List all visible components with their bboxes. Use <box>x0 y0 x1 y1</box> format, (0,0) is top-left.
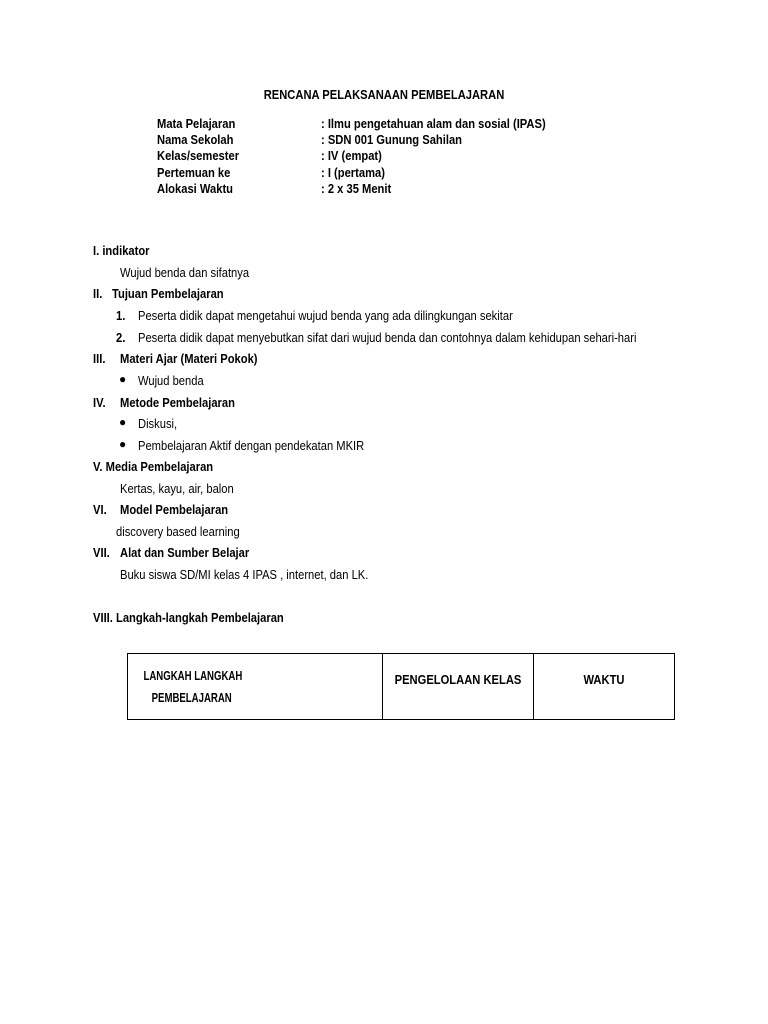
section-indikator-heading: I. indikator <box>93 243 150 258</box>
metode-item-2: Pembelajaran Aktif dengan pendekatan MKIR <box>138 438 365 453</box>
label-pertemuan: Pertemuan ke <box>157 165 231 180</box>
tujuan-item-2-number: 2. <box>116 330 126 345</box>
header-waktu <box>534 654 675 720</box>
value-mata-pelajaran: : Ilmu pengetahuan alam dan sosial (IPAS) <box>321 116 546 131</box>
label-mata-pelajaran: Mata Pelajaran <box>157 116 236 131</box>
bullet-icon: ● <box>119 415 127 429</box>
header-langkah-line1: LANGKAH LANGKAH <box>143 667 243 683</box>
section-tujuan-heading: Tujuan Pembelajaran <box>112 286 224 301</box>
bullet-icon: ● <box>119 372 127 386</box>
section-metode-number: IV. <box>93 395 106 410</box>
header-pengelolaan-kelas <box>383 654 534 720</box>
label-kelas-semester: Kelas/semester <box>157 148 240 163</box>
section-materi-number: III. <box>93 351 106 366</box>
section-model-text: discovery based learning <box>116 524 240 539</box>
section-model-heading: Model Pembelajaran <box>120 502 229 517</box>
section-tujuan-number: II. <box>93 286 103 301</box>
metode-item-1: Diskusi, <box>138 416 178 431</box>
tujuan-item-1-text: Peserta didik dapat mengetahui wujud benda yang ada dilingkungan sekitar <box>138 308 513 323</box>
label-alokasi-waktu: Alokasi Waktu <box>157 181 234 196</box>
value-kelas-semester: : IV (empat) <box>321 148 382 163</box>
table-header-row <box>128 654 675 720</box>
document-title: RENCANA PELAKSANAAN PEMBELAJARAN <box>263 87 505 102</box>
header-langkah-pembelajaran <box>128 654 383 720</box>
section-media-heading: V. Media Pembelajaran <box>93 459 214 474</box>
header-langkah-line2: PEMBELAJARAN <box>151 689 232 705</box>
value-alokasi-waktu: : 2 x 35 Menit <box>321 181 392 196</box>
header-waktu-text: WAKTU <box>583 672 625 687</box>
value-nama-sekolah: : SDN 001 Gunung Sahilan <box>321 132 463 147</box>
section-alat-text: Buku siswa SD/MI kelas 4 IPAS , internet, dan LK. <box>120 567 369 582</box>
tujuan-item-1-number: 1. <box>116 308 126 323</box>
tujuan-item-2-text: Peserta didik dapat menyebutkan sifat dari wujud benda dan contohnya dalam kehidupan sehari-hari <box>138 330 637 345</box>
header-pengelolaan-text: PENGELOLAAN KELAS <box>394 672 522 687</box>
section-metode-heading: Metode Pembelajaran <box>120 395 235 410</box>
section-langkah-heading: VIII. Langkah-langkah Pembelajaran <box>93 610 284 625</box>
bullet-icon: ● <box>119 437 127 451</box>
section-media-text: Kertas, kayu, air, balon <box>120 481 234 496</box>
section-alat-number: VII. <box>93 545 110 560</box>
langkah-table <box>127 653 675 720</box>
value-pertemuan: : I (pertama) <box>321 165 385 180</box>
section-alat-heading: Alat dan Sumber Belajar <box>120 545 250 560</box>
section-indikator-text: Wujud benda dan sifatnya <box>120 265 250 280</box>
section-model-number: VI. <box>93 502 107 517</box>
label-nama-sekolah: Nama Sekolah <box>157 132 234 147</box>
section-materi-heading: Materi Ajar (Materi Pokok) <box>120 351 258 366</box>
materi-item-1: Wujud benda <box>138 373 204 388</box>
